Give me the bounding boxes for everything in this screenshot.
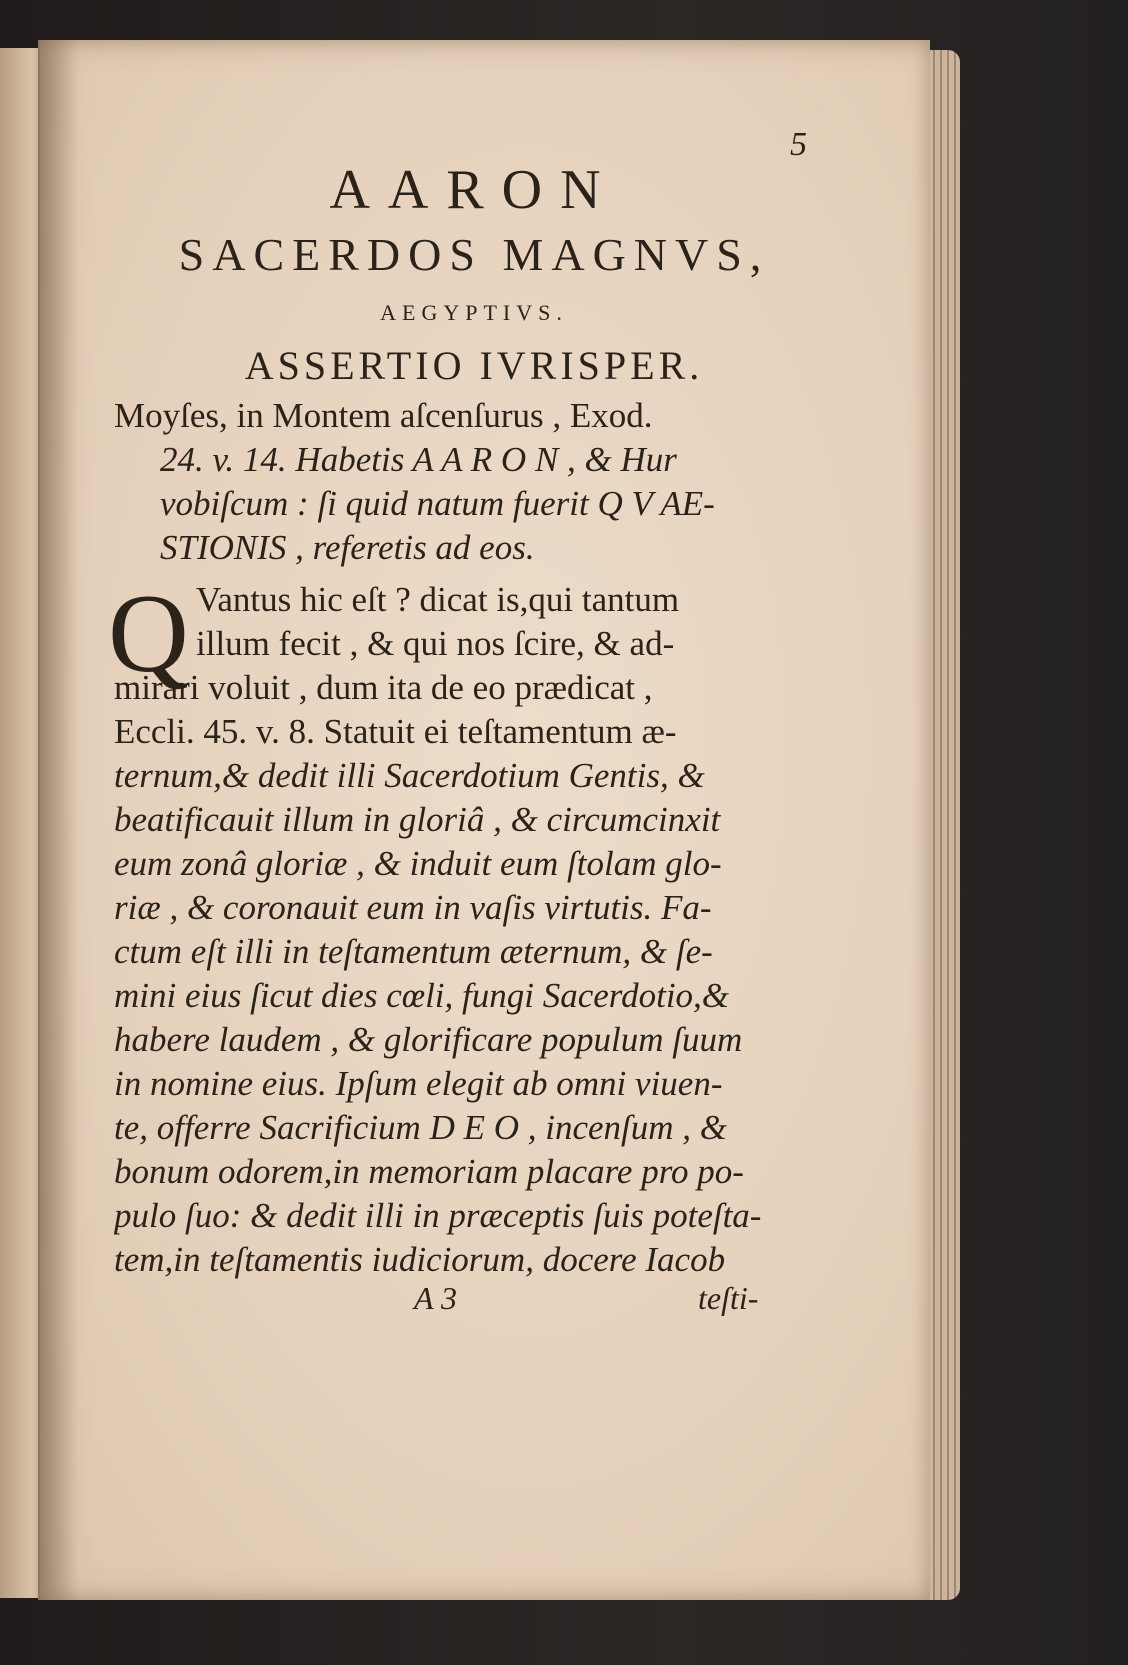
intro-line-4: STIONIS , referetis ad eos. xyxy=(160,528,535,567)
body-line-4: Eccli. 45. v. 8. Statuit ei teſtamentum æ- xyxy=(114,712,677,751)
intro-line-3: vobiſcum : ſi quid natum fuerit Q V AE- xyxy=(160,484,715,523)
title-aegyptius: AEGYPTIVS. xyxy=(380,300,568,325)
body-line-14: bonum odorem,in memoriam placare pro po- xyxy=(114,1152,744,1191)
heading-assertio: ASSERTIO IVRISPER. xyxy=(244,343,704,388)
body-line-13: te, offerre Sacrificium D E O , incenſum , & xyxy=(114,1108,728,1147)
body-line-2: illum fecit , & qui nos ſcire, & ad- xyxy=(196,624,675,663)
body-line-16: tem,in teſtamentis iudiciorum, docere Iacob xyxy=(114,1240,726,1279)
body-line-11: habere laudem , & glorificare populum ſuum xyxy=(114,1020,743,1059)
body-line-9: ctum eſt illi in teſtamentum æternum, & ſe- xyxy=(114,932,713,971)
body-line-7: eum zonâ gloriæ , & induit eum ſtolam glo- xyxy=(114,844,722,883)
title-aaron: AARON xyxy=(329,159,619,221)
body-line-1: Vantus hic eſt ? dicat is,qui tantum xyxy=(196,580,680,619)
body-line-10: mini eius ſicut dies cœli, fungi Sacerdotio,& xyxy=(114,976,730,1015)
signature-mark: A 3 xyxy=(414,1280,457,1316)
drop-capital: Q xyxy=(108,572,189,696)
gutter-shadow xyxy=(38,40,78,1600)
body-line-5: ternum,& dedit illi Sacerdotium Gentis, & xyxy=(114,756,705,795)
body-line-8: riæ , & coronauit eum in vaſis virtutis. Fa- xyxy=(114,888,712,927)
page-number: 5 xyxy=(790,126,807,163)
body-line-12: in nomine eius. Ipſum elegit ab omni viuen- xyxy=(114,1064,723,1103)
body-line-3: mirari voluit , dum ita de eo prædicat , xyxy=(114,668,653,707)
intro-line-2: 24. v. 14. Habetis A A R O N , & Hur xyxy=(160,440,677,479)
catchword: teſti- xyxy=(698,1280,759,1316)
title-sacerdos: SACERDOS MAGNVS, xyxy=(178,229,770,280)
body-line-6: beatificauit illum in gloriâ , & circumcinxit xyxy=(114,800,721,839)
body-line-15: pulo ſuo: & dedit illi in præceptis ſuis poteſta- xyxy=(114,1196,762,1235)
intro-line-1: Moyſes, in Montem aſcenſurus , Exod. xyxy=(114,396,653,435)
